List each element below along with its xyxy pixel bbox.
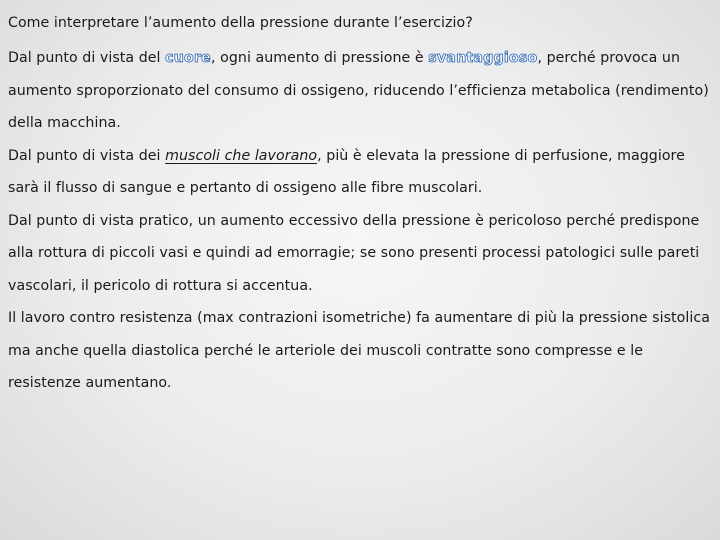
- keyword-muscoli-che-lavorano: muscoli che lavorano: [165, 147, 318, 164]
- keyword-svantaggioso: svantaggioso: [428, 50, 538, 66]
- paragraph-resistance-work: Il lavoro contro resistenza (max contrazioni isometriche) fa aumentare di più la pressione sistolica ma anche quella diastolica perché le arteriole dei muscoli contratte sono compresse e le resistenze aumentano.: [8, 310, 710, 391]
- paragraph-muscles-text-1: Dal punto di vista dei: [8, 147, 166, 164]
- paragraph-practical: Dal punto di vista pratico, un aumento eccessivo della pressione è pericoloso perché predispone alla rottura di piccoli vasi e quindi ad emorragie; se sono presenti processi patologici sulle pareti vascolari, il pericolo di rottura si accentua.: [8, 212, 700, 294]
- paragraph-heart: [8, 42, 714, 140]
- paragraph-heart-text-3: , perché provoca un aumento sproporzionato del consumo di ossigeno, riducendo l’efficienza metabolica (rendimento) della macchina.: [8, 50, 709, 131]
- paragraph-heart-text-1: Dal punto di vista del: [8, 50, 166, 66]
- slide-title: Come interpretare l’aumento della pressione durante l’esercizio?: [8, 15, 473, 31]
- paragraph-heart-text-2: , ogni aumento di pressione è: [211, 50, 429, 66]
- paragraph-muscles-text-2: , più è elevata la pressione di perfusione, maggiore sarà il flusso di sangue e pertanto di ossigeno alle fibre muscolari.: [8, 147, 685, 196]
- paragraph-muscles: [8, 140, 714, 205]
- keyword-cuore: cuore: [165, 50, 211, 66]
- slide-content: [8, 10, 714, 400]
